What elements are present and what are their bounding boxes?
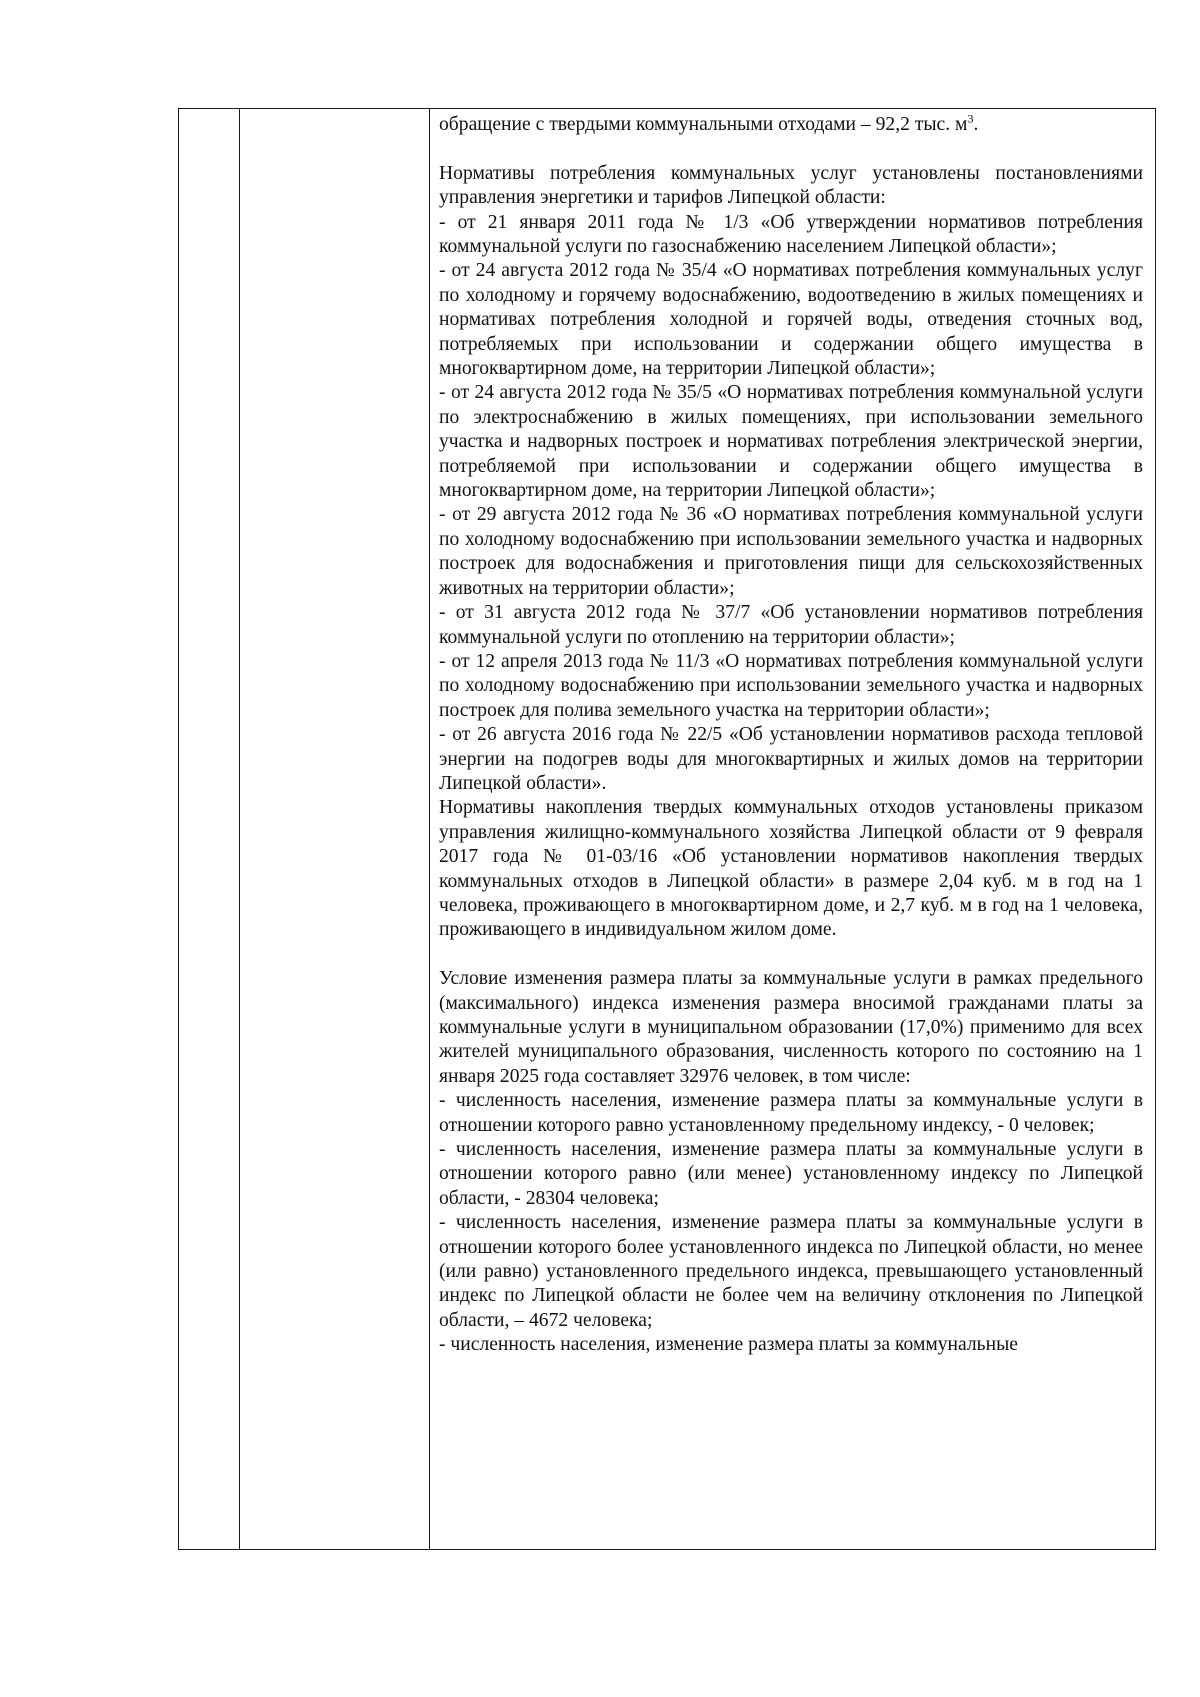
resolution-item: - от 31 августа 2012 года № 37/7 «Об установлении нормативов потребления коммунальной услуги по отоплению на территории области»; bbox=[439, 602, 1143, 648]
population-item: - численность населения, изменение размера платы за коммунальные bbox=[439, 1334, 1018, 1356]
population-item: - численность населения, изменение размера платы за коммунальные услуги в отношении которого более установленного индекса по Липецкой области, но менее (или равно) установленного предельного индекса, превышающего установленный индекс по Липецкой области не более чем на величину отклонения по Липецкой области, – 4672 человека; bbox=[439, 1212, 1143, 1331]
resolution-item: - от 24 августа 2012 года № 35/5 «О нормативах потребления коммунальной услуги по электроснабжению в жилых помещениях, при использовании земельного участка и надворных построек и нормативах потребления электрической энергии, потребляемой при использовании и содержании общего имущества в многоквартирном доме, на территории Липецкой области»; bbox=[439, 382, 1143, 502]
table-cell-text bbox=[439, 113, 1143, 1549]
resolution-item: - от 26 августа 2016 года № 22/5 «Об установлении нормативов расхода тепловой энергии на подогрев воды для многоквартирных и жилых домов на территории Липецкой области». bbox=[439, 724, 1143, 794]
resolution-item: - от 21 января 2011 года № 1/3 «Об утверждении нормативов потребления коммунальной услуги по газоснабжению населением Липецкой области»; bbox=[439, 211, 1143, 258]
resolution-item: - от 29 августа 2012 года № 36 «О нормативах потребления коммунальной услуги по холодному водоснабжению при использовании земельного участка и надворных построек для водоснабжения и приготовления пищи для сельскохозяйственных животных на территории области»; bbox=[439, 504, 1143, 599]
condition-paragraph: Условие изменения размера платы за коммунальные услуги в рамках предельного (максимального) индекса изменения размера вносимой гражданами платы за коммунальные услуги в муниципальном образовании (17,0%) применимо для всех жителей муниципального образования, численность которого по состоянию на 1 января 2025 года составляет 32976 человек, в том числе: bbox=[439, 968, 1143, 1087]
column-divider bbox=[429, 109, 430, 1549]
resolution-item: - от 12 апреля 2013 года № 11/3 «О нормативах потребления коммунальной услуги по холодному водоснабжению при использовании земельного участка и надворных построек для полива земельного участка на территории области»; bbox=[439, 650, 1143, 721]
waste-norms-paragraph: Нормативы накопления твердых коммунальных отходов установлены приказом управления жилищно-коммунального хозяйства Липецкой области от 9 февраля 2017 года № 01-03/16 «Об установлении нормативов накопления твердых коммунальных отходов в Липецкой области» в размере 2,04 куб. м в год на 1 человека, проживающего в многоквартирном доме, и 2,7 куб. м в год на 1 человека, проживающего в индивидуальном жилом доме. bbox=[439, 797, 1143, 941]
first-line: обращение с твердыми коммунальными отходами – 92,2 тыс. $м^3$. bbox=[439, 113, 979, 135]
population-item: - численность населения, изменение размера платы за коммунальные услуги в отношении которого равно (или менее) установленному индексу по Липецкой области, - 28304 человека; bbox=[439, 1139, 1143, 1209]
column-divider bbox=[239, 109, 240, 1549]
document-table bbox=[178, 108, 1156, 1550]
resolution-item: - от 24 августа 2012 года № 35/4 «О нормативах потребления коммунальных услуг по холодному и горячему водоснабжению, водоотведению в жилых помещениях и нормативах потребления холодной и горячей воды, отведения сточных вод, потребляемых при использовании и содержании общего имущества в многоквартирном доме, на территории Липецкой области»; bbox=[439, 260, 1143, 380]
intro-paragraph: Нормативы потребления коммунальных услуг установлены постановлениями управления энергетики и тарифов Липецкой области: bbox=[439, 162, 1143, 209]
population-item: - численность населения, изменение размера платы за коммунальные услуги в отношении которого равно установленному предельному индексу, - 0 человек; bbox=[439, 1090, 1143, 1136]
